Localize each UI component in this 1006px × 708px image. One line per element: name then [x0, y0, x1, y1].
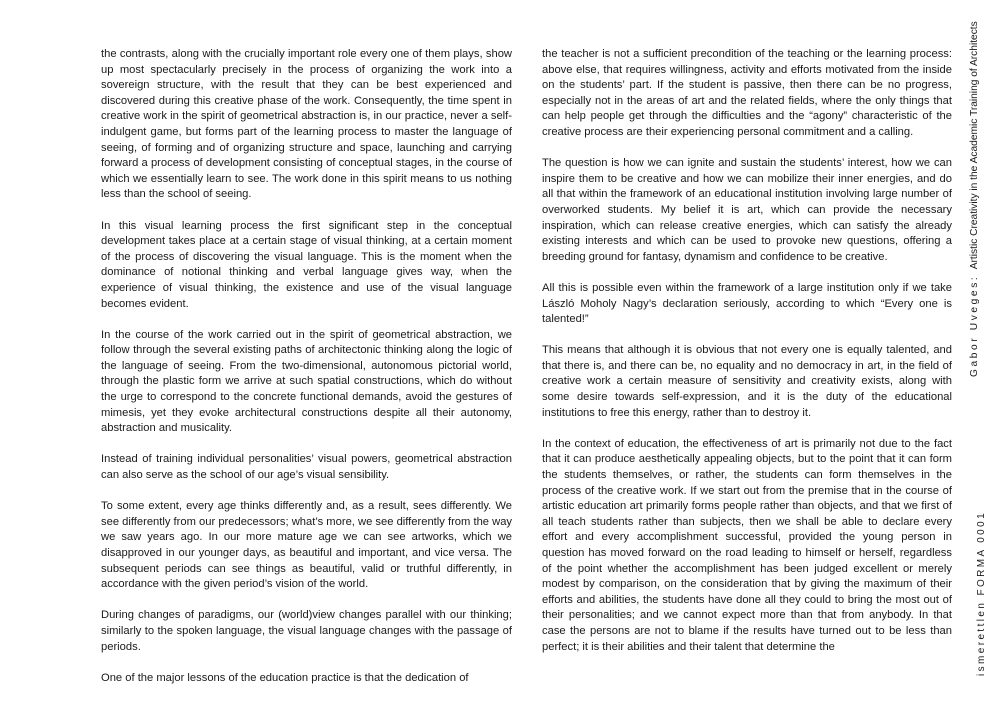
author-name: Gabor Uveges — [969, 280, 980, 377]
paragraph: One of the major lessons of the education practice is that the dedication of — [101, 671, 469, 684]
left-text-column — [101, 47, 512, 702]
paragraph: In the course of the work carried out in the spirit of geometrical abstraction, we follow through the several existing paths of architectonic thinking along the logic of the language of seeing. From the two-dimensional, autonomous pictorial world, through the plastic form we arrive at such spatial constructions, which do without the urge to correspond to the concrete functional demands, avoid the gestures of mimesis, yet they evoke architectural constructions despite all their autonomy, abstraction and musicality. — [101, 328, 512, 435]
article-title: Artistic Creativity in the Academic Training of Architects — [969, 21, 980, 270]
header-separator: : — [969, 275, 980, 281]
paragraph: To some extent, every age thinks differently and, as a result, sees differently. We see differently from our predecessors; what’s more, we see differently from the way we saw years ago. In our more mature age we can see artworks, which we disapproved in our younger days, as beautiful and important, and vice versa. The subsequent periods can see things as beautiful, valid or truthful differently, in accordance with the given period’s vision of the world. — [101, 500, 513, 591]
running-header — [969, 21, 980, 377]
paragraph: the teacher is not a sufficient precondition of the teaching or the learning process: above else, that requires willingness, activity and efforts motivated from the inside on the students’ part. If the student is passive, then there can be no progress, especially not in the areas of art and the related fields, where the only things that can help people get through the difficulties and the “agony” characteristic of the creative process are their experiencing personal commitment and a calling. — [542, 48, 952, 138]
paragraph: the contrasts, along with the crucially important role every one of them plays, show up most spectacularly precisely in the process of organizing the work into a sovereign structure, with the result that they can be best experienced and discovered during this creative phase of the work. Consequently, the time spent in creative work in the spirit of geometrical abstraction is, in our practice, never a self-indulgent game, but forms part of the learning process to master the language of seeing, of forming and of organizing structure and space, launching and carrying forward a process of development consisting of conceptual stages, in the course of which we essentially learn to see. The work done in this spirit means to us nothing less than the school of seeing. — [101, 48, 512, 201]
paragraph: In this visual learning process the first significant step in the conceptual development takes place at a certain stage of visual thinking, at a certain moment of the process of discovering the visual language. This is the moment when the dominance of notional thinking and verbal language gives way, when the experience of visual thinking, the existence and use of the visual language becomes evident. — [101, 219, 512, 310]
paragraph: All this is possible even within the framework of a large institution only if we take László Moholy Nagy’s declaration seriously, according to which “Every one is talented!” — [542, 281, 952, 326]
paragraph: In the context of education, the effectiveness of art is primarily not due to the fact that it can produce aesthetically appealing objects, but to the point that it can form the students themselves, or rather, the students can form themselves in the process of the creative work. If we start out from the premise that in the course of artistic education art primarily forms people rather than objects, and that we first of all teach students rather than subjects, then we shall be able to declare every effort and every accomplishment successful, provided the young person in question has moved forward on the road leading to himself or herself, regardless of the point whether the accomplishment has been judged excellent or merely modest by comparison, on the consideration that by giving the maximum of their efforts and abilities, the students have done all they could to bring the most out of their personalities; and we cannot expect more than that from anybody. In that case the persons are not to blame if the results have turned out to be less than perfect; it is their abilities and their talent that determine the — [542, 437, 952, 653]
publication-footer: ismerettlen FORMA 0001 — [976, 510, 987, 676]
right-text-column — [542, 47, 952, 671]
paragraph: During changes of paradigms, our (world)view changes parallel with our thinking; similarly to the spoken language, the visual language changes with the passage of periods. — [101, 609, 512, 653]
paragraph: This means that although it is obvious that not every one is equally talented, and that there is, and there can be, no equality and no democracy in art, in the field of creative work a certain measure of sensitivity and creativity exists, along with some desire towards self-expression, and it is the duty of the educational institutions to free this energy, rather than to destroy it. — [542, 344, 952, 419]
paragraph: The question is how we can ignite and sustain the students’ interest, how we can inspire them to be creative and how we can mobilize their inner energies, and do all that within the framework of an educational institution involving large number of overworked students. My belief it is art, which can provide the necessary inspiration, which can release creative energies, which can satisfy the already existing interests and which can be used to provoke new questions, offering a breeding ground for fantasy, dynamism and confidence to be creative. — [542, 157, 952, 263]
paragraph: Instead of training individual personalities’ visual powers, geometrical abstraction can also serve as the school of our age’s visual sensibility. — [101, 453, 512, 482]
